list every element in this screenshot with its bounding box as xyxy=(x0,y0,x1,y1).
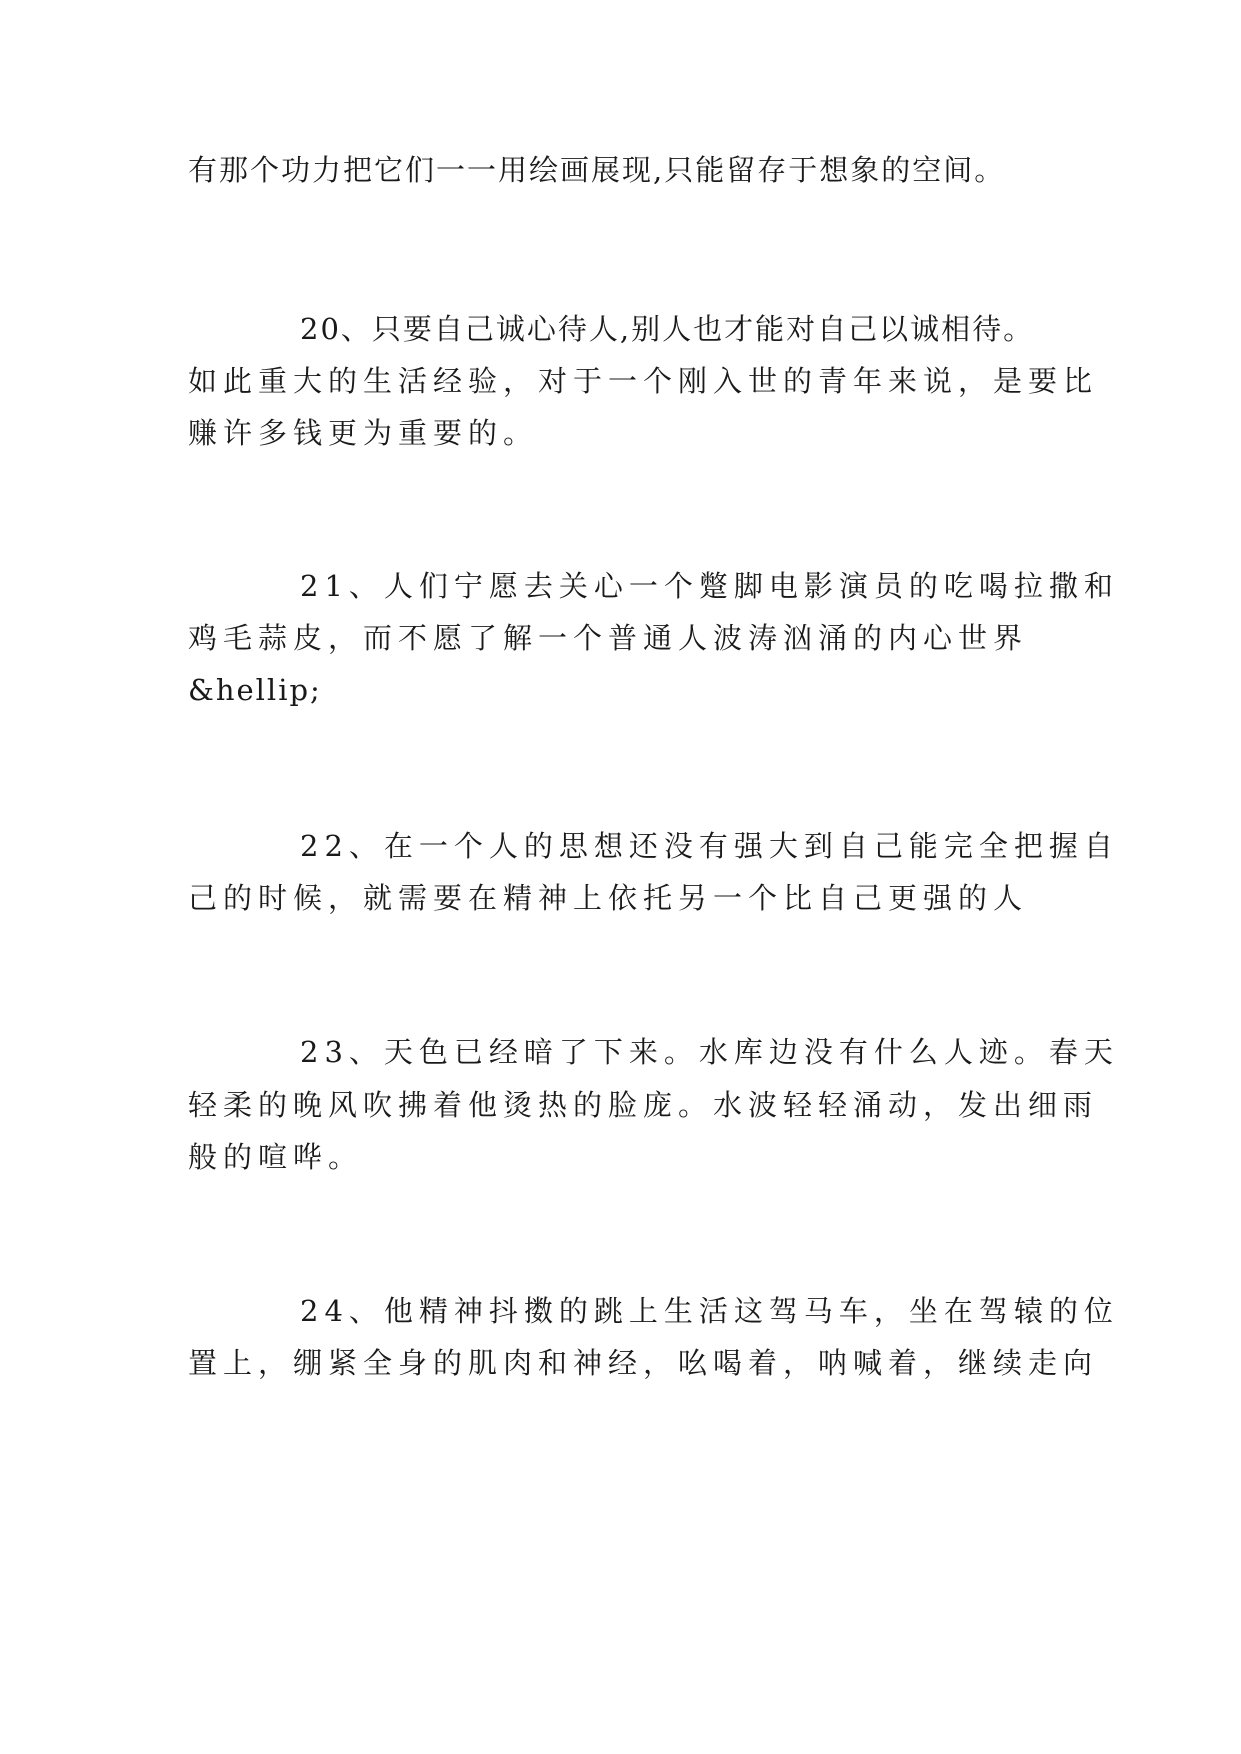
text-line: 有那个功力把它们一一用绘画展现,只能留存于想象的空间。 xyxy=(188,153,1006,187)
text-line: 如此重大的生活经验，对于一个刚入世的青年来说，是要比 xyxy=(188,364,1099,398)
text-line: 20、只要自己诚心待人,别人也才能对自己以诚相待。 xyxy=(300,312,1035,346)
text-line: 22、在一个人的思想还没有强大到自己能完全把握自 xyxy=(300,829,1119,863)
text-line: 般的喧哗。 xyxy=(188,1140,364,1174)
text-line: 23、天色已经暗了下来。水库边没有什么人迹。春天 xyxy=(300,1035,1119,1069)
text-line: 置上，绷紧全身的肌肉和神经，吆喝着，呐喊着，继续走向 xyxy=(188,1346,1099,1380)
text-line: 赚许多钱更为重要的。 xyxy=(188,416,539,450)
text-line: 21、人们宁愿去关心一个蹩脚电影演员的吃喝拉撒和 xyxy=(300,569,1119,603)
text-line: 轻柔的晚风吹拂着他烫热的脸庞。水波轻轻涌动，发出细雨 xyxy=(188,1088,1099,1122)
text-line: 己的时候，就需要在精神上依托另一个比自己更强的人 xyxy=(188,881,1029,915)
text-line: 鸡毛蒜皮，而不愿了解一个普通人波涛汹涌的内心世界 xyxy=(188,621,1029,655)
text-line: 24、他精神抖擞的跳上生活这驾马车，坐在驾辕的位 xyxy=(300,1294,1119,1328)
text-line: &hellip; xyxy=(188,673,322,707)
